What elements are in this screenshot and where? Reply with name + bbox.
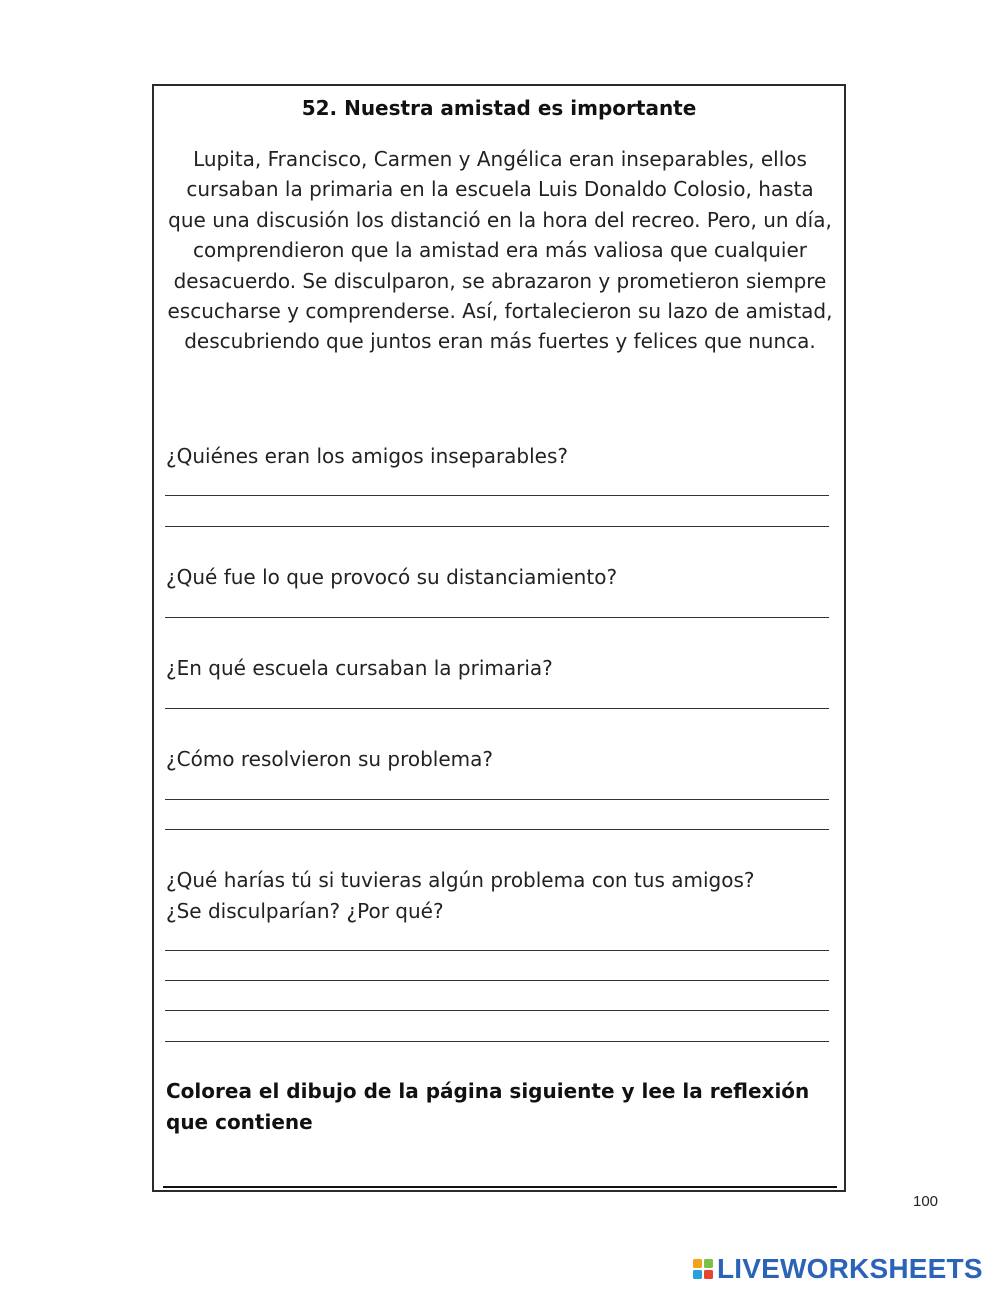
answer-line-q5-4[interactable]	[165, 1041, 829, 1042]
question-2: ¿Qué fue lo que provocó su distanciamiento?	[166, 565, 618, 589]
instruction-text: Colorea el dibujo de la página siguiente y lee la reflexión que contiene	[166, 1079, 810, 1134]
worksheet-title: 52. Nuestra amistad es importante	[301, 96, 697, 120]
bottom-rule	[163, 1186, 837, 1188]
answer-line-q5-3[interactable]	[165, 1010, 829, 1011]
page-number: 100	[913, 1193, 939, 1210]
question-5-line-2: ¿Se disculparían? ¿Por qué?	[166, 899, 444, 923]
worksheet-box	[152, 84, 846, 1192]
answer-line-q1-1[interactable]	[165, 495, 829, 496]
question-1: ¿Quiénes eran los amigos inseparables?	[166, 444, 569, 468]
brand-footer[interactable]	[692, 1253, 983, 1285]
answer-line-q1-2[interactable]	[165, 526, 829, 527]
question-4: ¿Cómo resolvieron su problema?	[166, 747, 494, 771]
question-3: ¿En qué escuela cursaban la primaria?	[166, 656, 553, 680]
answer-line-q5-1[interactable]	[165, 950, 829, 951]
liveworksheets-logo-icon	[692, 1258, 714, 1280]
answer-line-q3-1[interactable]	[165, 708, 829, 709]
answer-line-q4-2[interactable]	[165, 829, 829, 830]
brand-name: LIVEWORKSHEETS	[717, 1253, 983, 1284]
story-paragraph: Lupita, Francisco, Carmen y Angélica eran inseparables, ellos cursaban la primaria en la escuela Luis Donaldo Colosio, hasta que una discusión los distanció en la hora del recreo. Pero, un día, comprendieron que la amistad era más valiosa que cualquier desacuerdo. Se disculparon, se abrazaron y prometieron siempre escucharse y comprenderse. Así, fortalecieron su lazo de amistad, descubriendo que juntos eran más fuertes y felices que nunca.	[167, 147, 833, 354]
question-5: ¿Qué harías tú si tuvieras algún problema con tus amigos?	[166, 868, 755, 892]
answer-line-q4-1[interactable]	[165, 799, 829, 800]
answer-line-q5-2[interactable]	[165, 980, 829, 981]
answer-line-q2-1[interactable]	[165, 617, 829, 618]
